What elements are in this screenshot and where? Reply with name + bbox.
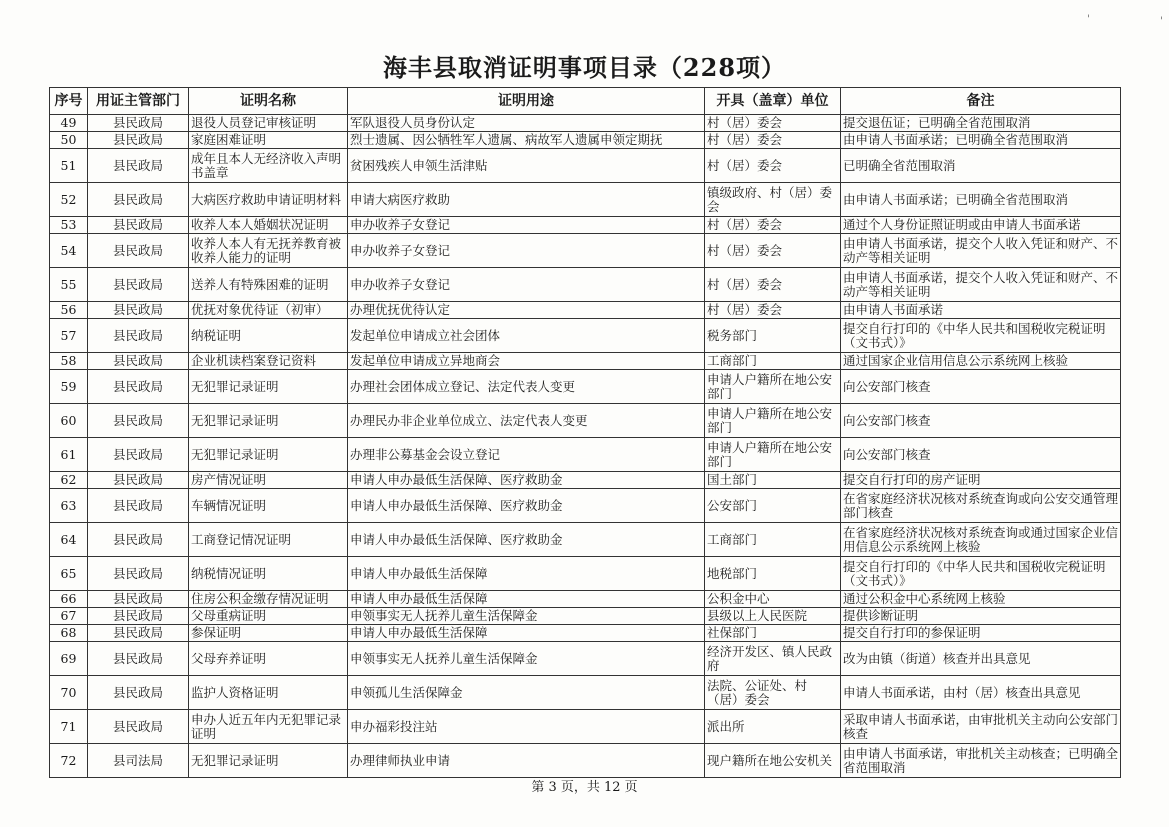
table-row [50,319,1121,353]
cell-issuer: 申请人户籍所在地公安部门 [705,370,841,404]
cell-issuer: 社保部门 [705,625,841,642]
cell-use: 办理民办非企业单位成立、法定代表人变更 [348,404,705,438]
cell-use: 办理优抚优待认定 [348,302,705,319]
cell-name: 纳税情况证明 [189,557,348,591]
table-row [50,370,1121,404]
cell-issuer: 法院、公证处、村（居）委会 [705,676,841,710]
cell-note: 提交自行打印的参保证明 [841,625,1121,642]
cell-name: 父母重病证明 [189,608,348,625]
cell-issuer: 工商部门 [705,523,841,557]
cell-name: 无犯罪记录证明 [189,438,348,472]
cell-dept: 县民政局 [88,472,189,489]
cell-no: 65 [50,557,88,591]
table-header-row [50,88,1121,115]
cell-use: 军队退役人员身份认定 [348,115,705,132]
cell-name: 无犯罪记录证明 [189,404,348,438]
cell-dept: 县民政局 [88,115,189,132]
cell-dept: 县民政局 [88,642,189,676]
cell-dept: 县民政局 [88,625,189,642]
cell-use: 申办福彩投注站 [348,710,705,744]
cell-issuer: 县级以上人民医院 [705,608,841,625]
cell-issuer: 公安部门 [705,489,841,523]
table-row [50,744,1121,778]
cell-dept: 县司法局 [88,744,189,778]
table-body [50,115,1121,778]
table-row [50,489,1121,523]
cell-name: 住房公积金缴存情况证明 [189,591,348,608]
cell-name: 工商登记情况证明 [189,523,348,557]
cell-issuer: 派出所 [705,710,841,744]
cell-issuer: 现户籍所在地公安机关 [705,744,841,778]
cell-no: 66 [50,591,88,608]
cell-name: 车辆情况证明 [189,489,348,523]
cell-note: 提供诊断证明 [841,608,1121,625]
cell-name: 企业机读档案登记资料 [189,353,348,370]
cell-issuer: 地税部门 [705,557,841,591]
cell-issuer: 村（居）委会 [705,302,841,319]
cell-dept: 县民政局 [88,319,189,353]
cell-note: 由申请人书面承诺，提交个人收入凭证和财产、不动产等相关证明 [841,234,1121,268]
cell-use: 申办收养子女登记 [348,234,705,268]
cell-no: 58 [50,353,88,370]
cell-dept: 县民政局 [88,217,189,234]
col-header-dept: 用证主管部门 [88,88,189,115]
cell-no: 52 [50,183,88,217]
cell-issuer: 公积金中心 [705,591,841,608]
cell-no: 68 [50,625,88,642]
col-header-use: 证明用途 [348,88,705,115]
cell-use: 申领事实无人抚养儿童生活保障金 [348,642,705,676]
cell-issuer: 经济开发区、镇人民政府 [705,642,841,676]
table-row [50,438,1121,472]
cell-note: 由申请人书面承诺；已明确全省范围取消 [841,183,1121,217]
cell-dept: 县民政局 [88,353,189,370]
cell-no: 57 [50,319,88,353]
cell-dept: 县民政局 [88,234,189,268]
cell-note: 通过国家企业信用信息公示系统网上核验 [841,353,1121,370]
cell-use: 申请大病医疗救助 [348,183,705,217]
cell-no: 64 [50,523,88,557]
cell-no: 51 [50,149,88,183]
cell-name: 房产情况证明 [189,472,348,489]
cell-no: 69 [50,642,88,676]
cell-note: 提交自行打印的《中华人民共和国税收完税证明（文书式）》 [841,319,1121,353]
cell-use: 贫困残疾人申领生活津贴 [348,149,705,183]
cell-issuer: 税务部门 [705,319,841,353]
cell-dept: 县民政局 [88,183,189,217]
cell-note: 提交退伍证；已明确全省范围取消 [841,115,1121,132]
cell-use: 申请人申办最低生活保障 [348,625,705,642]
cell-dept: 县民政局 [88,438,189,472]
cell-no: 56 [50,302,88,319]
cell-note: 由申请人书面承诺；已明确全省范围取消 [841,132,1121,149]
cell-issuer: 村（居）委会 [705,217,841,234]
cell-use: 申领事实无人抚养儿童生活保障金 [348,608,705,625]
cell-note: 改为由镇（街道）核查并出具意见 [841,642,1121,676]
cell-dept: 县民政局 [88,710,189,744]
col-header-no: 序号 [50,88,88,115]
table-row [50,183,1121,217]
cell-no: 55 [50,268,88,302]
col-header-name: 证明名称 [189,88,348,115]
cell-issuer: 村（居）委会 [705,132,841,149]
cell-no: 61 [50,438,88,472]
table-row [50,217,1121,234]
cell-use: 发起单位申请成立社会团体 [348,319,705,353]
cell-no: 63 [50,489,88,523]
cell-use: 申办收养子女登记 [348,268,705,302]
cell-note: 由申请人书面承诺，审批机关主动核查；已明确全省范围取消 [841,744,1121,778]
cell-note: 采取申请人书面承诺，由审批机关主动向公安部门核查 [841,710,1121,744]
cell-issuer: 村（居）委会 [705,234,841,268]
cell-note: 提交自行打印的《中华人民共和国税收完税证明（文书式）》 [841,557,1121,591]
cell-issuer: 村（居）委会 [705,149,841,183]
cell-name: 成年且本人无经济收入声明书盖章 [189,149,348,183]
cell-note: 通过公积金中心系统网上核验 [841,591,1121,608]
cell-note: 提交自行打印的房产证明 [841,472,1121,489]
cell-use: 申请人申办最低生活保障 [348,557,705,591]
cell-dept: 县民政局 [88,591,189,608]
cell-issuer: 村（居）委会 [705,115,841,132]
cell-dept: 县民政局 [88,149,189,183]
cell-name: 监护人资格证明 [189,676,348,710]
cell-use: 申领孤儿生活保障金 [348,676,705,710]
cell-note: 向公安部门核查 [841,438,1121,472]
cell-issuer: 国土部门 [705,472,841,489]
cell-use: 烈士遗属、因公牺牲军人遗属、病故军人遗属申领定期抚 [348,132,705,149]
cell-note: 已明确全省范围取消 [841,149,1121,183]
cell-use: 申请人申办最低生活保障、医疗救助金 [348,472,705,489]
cell-note: 由申请人书面承诺，提交个人收入凭证和财产、不动产等相关证明 [841,268,1121,302]
cell-use: 申请人申办最低生活保障 [348,591,705,608]
cell-name: 无犯罪记录证明 [189,744,348,778]
cell-dept: 县民政局 [88,302,189,319]
cell-name: 纳税证明 [189,319,348,353]
cell-no: 60 [50,404,88,438]
cell-name: 申办人近五年内无犯罪记录证明 [189,710,348,744]
table-row [50,353,1121,370]
table-row [50,404,1121,438]
cell-no: 53 [50,217,88,234]
page-title: 海丰县取消证明事项目录（228项） [382,53,787,82]
cell-dept: 县民政局 [88,489,189,523]
cell-use: 发起单位申请成立异地商会 [348,353,705,370]
table-row [50,523,1121,557]
col-header-issuer: 开具（盖章）单位 [705,88,841,115]
cell-no: 70 [50,676,88,710]
cell-no: 49 [50,115,88,132]
cell-note: 由申请人书面承诺 [841,302,1121,319]
table-row [50,591,1121,608]
cell-no: 54 [50,234,88,268]
cell-name: 优抚对象优待证（初审） [189,302,348,319]
cell-issuer: 申请人户籍所在地公安部门 [705,404,841,438]
cell-note: 在省家庭经济状况核对系统查询或通过国家企业信用信息公示系统网上核验 [841,523,1121,557]
cell-note: 向公安部门核查 [841,370,1121,404]
col-header-note: 备注 [841,88,1121,115]
cell-use: 办理非公募基金会设立登记 [348,438,705,472]
cell-no: 67 [50,608,88,625]
cell-no: 72 [50,744,88,778]
cell-name: 大病医疗救助申请证明材料 [189,183,348,217]
cell-dept: 县民政局 [88,523,189,557]
cell-name: 收养人本人有无抚养教育被收养人能力的证明 [189,234,348,268]
cell-dept: 县民政局 [88,557,189,591]
cell-use: 办理社会团体成立登记、法定代表人变更 [348,370,705,404]
cell-note: 通过个人身份证照证明或由申请人书面承诺 [841,217,1121,234]
scan-mark: ' [1160,16,1163,27]
table-row [50,268,1121,302]
cell-note: 申请人书面承诺，由村（居）核查出具意见 [841,676,1121,710]
cell-name: 无犯罪记录证明 [189,370,348,404]
cell-issuer: 工商部门 [705,353,841,370]
cell-dept: 县民政局 [88,404,189,438]
page-footer: 第 3 页，共 12 页 [531,780,638,795]
cell-issuer: 镇级政府、村（居）委会 [705,183,841,217]
table-row [50,132,1121,149]
cell-note: 向公安部门核查 [841,404,1121,438]
cell-note: 在省家庭经济状况核对系统查询或向公安交通管理部门核查 [841,489,1121,523]
items-table [49,87,1121,778]
scan-mark: ' [1087,14,1090,25]
table-row [50,710,1121,744]
cell-name: 退役人员登记审核证明 [189,115,348,132]
cell-issuer: 村（居）委会 [705,268,841,302]
cell-no: 59 [50,370,88,404]
cell-use: 申请人申办最低生活保障、医疗救助金 [348,489,705,523]
cell-dept: 县民政局 [88,370,189,404]
cell-dept: 县民政局 [88,132,189,149]
table-row [50,608,1121,625]
cell-use: 办理律师执业申请 [348,744,705,778]
cell-name: 收养人本人婚姻状况证明 [189,217,348,234]
cell-dept: 县民政局 [88,676,189,710]
cell-name: 家庭困难证明 [189,132,348,149]
cell-no: 50 [50,132,88,149]
cell-no: 71 [50,710,88,744]
table-row [50,115,1121,132]
cell-no: 62 [50,472,88,489]
table-row [50,302,1121,319]
cell-use: 申请人申办最低生活保障、医疗救助金 [348,523,705,557]
cell-name: 参保证明 [189,625,348,642]
table-row [50,642,1121,676]
table-row [50,472,1121,489]
table-row [50,234,1121,268]
table-row [50,676,1121,710]
cell-use: 申办收养子女登记 [348,217,705,234]
cell-dept: 县民政局 [88,268,189,302]
cell-name: 送养人有特殊困难的证明 [189,268,348,302]
cell-name: 父母弃养证明 [189,642,348,676]
cell-dept: 县民政局 [88,608,189,625]
table-row [50,625,1121,642]
table-row [50,557,1121,591]
table-row [50,149,1121,183]
cell-issuer: 申请人户籍所在地公安部门 [705,438,841,472]
